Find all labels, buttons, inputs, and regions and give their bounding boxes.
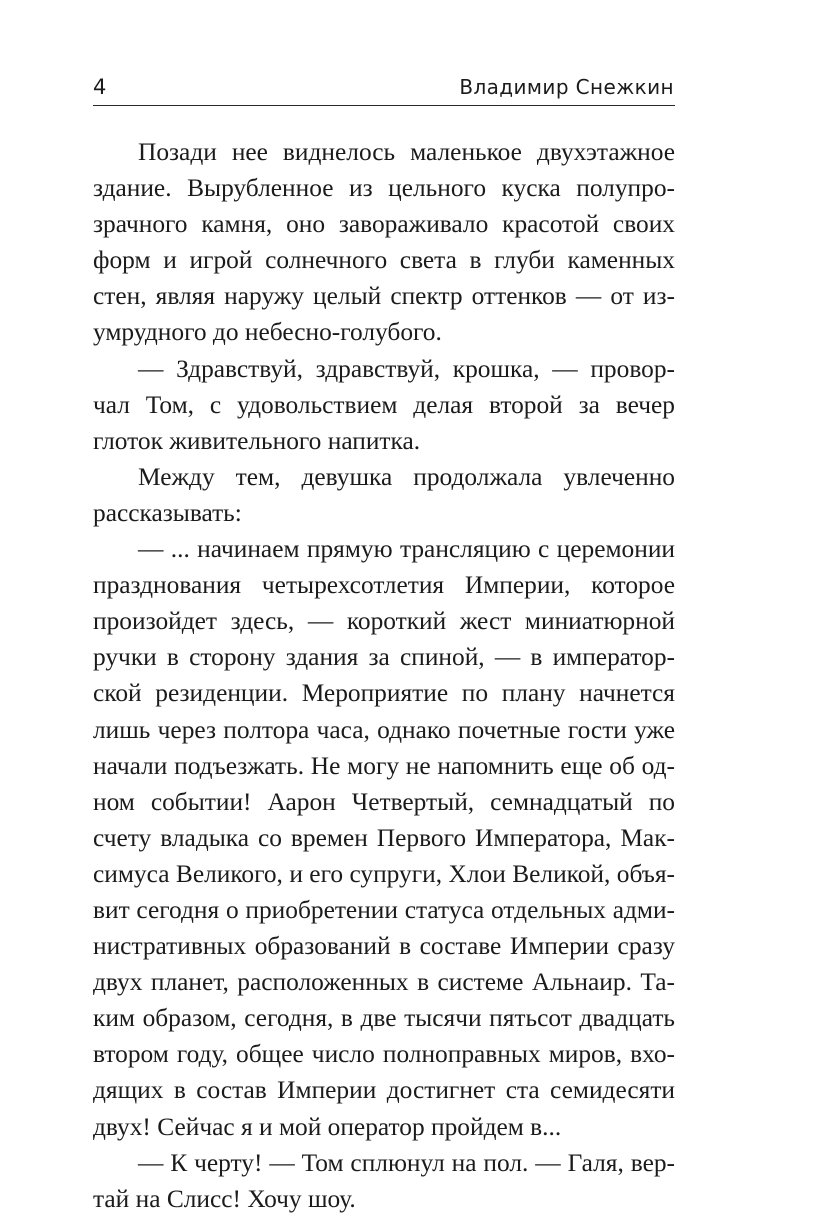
text-line: нистративных образований в составе Империи сразу bbox=[93, 932, 675, 961]
text-line: счету владыка со времен Первого Императора, Мак- bbox=[93, 823, 675, 852]
text-line: чал Том, с удовольствием делая второй за вечер bbox=[93, 390, 675, 419]
text-line: здание. Вырубленное из цельного куска полупро- bbox=[93, 174, 675, 203]
paragraph bbox=[93, 531, 675, 1145]
text-line: начали подъезжать. Не могу не напомнить еще об од- bbox=[93, 751, 675, 780]
text-line: Позади нее виднелось маленькое двухэтажное bbox=[138, 138, 675, 166]
text-line: лишь через полтора часа, однако почетные гости уже bbox=[93, 715, 675, 744]
text-line: рассказывать: bbox=[93, 498, 242, 527]
author-name: Владимир Снежкин bbox=[459, 75, 674, 99]
text-line: — К черту! — Том сплюнул на пол. — Галя, вер- bbox=[138, 1148, 675, 1177]
text-line: ской резиденции. Мероприятие по плану начнется bbox=[93, 679, 675, 708]
text-line: глоток живительного напитка. bbox=[93, 426, 421, 455]
text-line: Между тем, девушка продолжала увлеченно bbox=[138, 462, 675, 491]
text-line: тай на Слисс! Хочу шоу. bbox=[93, 1184, 356, 1213]
text-line: — Здравствуй, здравствуй, крошка, — провор- bbox=[138, 354, 675, 383]
paragraph bbox=[93, 1145, 675, 1217]
text-line: умрудного до небесно-голубого. bbox=[93, 318, 442, 347]
page-number: 4 bbox=[93, 75, 107, 99]
paragraph bbox=[93, 459, 675, 531]
paragraph bbox=[93, 134, 675, 351]
text-line: — ... начинаем прямую трансляцию с церемонии bbox=[138, 535, 675, 564]
running-header bbox=[93, 73, 675, 106]
text-line: двух планет, расположенных в системе Альнаир. Та- bbox=[93, 968, 675, 997]
text-line: втором году, общее число полноправных миров, вхо- bbox=[93, 1040, 675, 1069]
text-line: дящих в состав Империи достигнет ста семидесяти bbox=[93, 1076, 675, 1105]
text-line: форм и игрой солнечного света в глуби каменных bbox=[93, 246, 675, 275]
text-line: зрачного камня, оно завораживало красотой своих bbox=[93, 210, 675, 239]
text-line: двух! Сейчас я и мой оператор пройдем в... bbox=[93, 1112, 562, 1141]
body-text bbox=[93, 134, 675, 1217]
text-line: ручки в сторону здания за спиной, — в император- bbox=[93, 643, 675, 672]
text-line: празднования четырехсотлетия Империи, которое bbox=[93, 571, 675, 600]
text-line: симуса Великого, и его супруги, Хлои Великой, объя- bbox=[93, 859, 675, 888]
text-line: ким образом, сегодня, в две тысячи пятьсот двадцать bbox=[93, 1004, 675, 1033]
paragraph bbox=[93, 351, 675, 459]
text-line: произойдет здесь, — короткий жест миниатюрной bbox=[93, 607, 675, 636]
text-line: вит сегодня о приобретении статуса отдельных адми- bbox=[93, 895, 675, 924]
text-line: ном событии! Аарон Четвертый, семнадцатый по bbox=[93, 787, 675, 816]
text-line: стен, являя наружу целый спектр оттенков — от из- bbox=[93, 282, 675, 311]
